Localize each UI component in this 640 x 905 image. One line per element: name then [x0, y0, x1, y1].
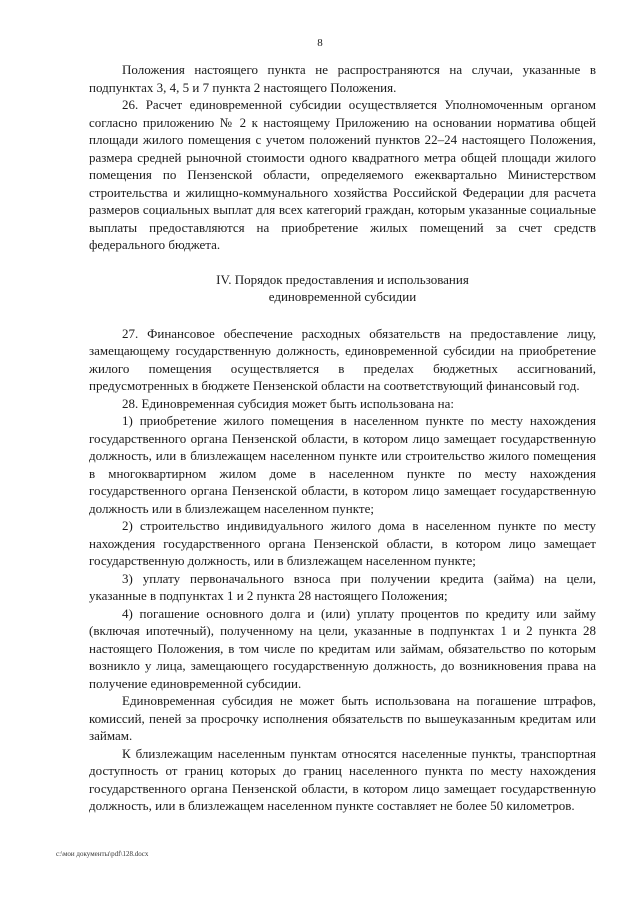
paragraph-nearby-settlements: К близлежащим населенным пунктам относятся населенные пункты, транспортная доступность от границ которых до границ населенного пункта по месту нахождения государственного органа Пензенской области, в котором лицо замещает государственную должность, или в близлежащем населенном пункте составляет не более 50 километров.: [89, 745, 596, 813]
document-body: [89, 61, 596, 815]
paragraph-exclusions: Положения настоящего пункта не распространяются на случаи, указанные в подпунктах 3, 4, 5 и 7 пункта 2 настоящего Положения.: [89, 62, 596, 95]
page-number: 8: [317, 37, 323, 49]
section-heading-line1: IV. Порядок предоставления и использования: [216, 271, 469, 287]
paragraph-subitem-4: 4) погашение основного долга и (или) уплату процентов по кредиту или займу (включая ипотечный), полученному на цели, указанные в подпунктах 1 и 2 пункта 28 настоящего Положения, в том числе по кредитам или займам, обязательство по которым возникло у лица, замещающего государственную должность, до возникновения права на получение единовременной субсидии.: [89, 605, 596, 691]
paragraph-item-27: 27. Финансовое обеспечение расходных обязательств на предоставление лицу, замещающему государственную должность, единовременной субсидии на приобретение жилого помещения осуществляется в пределах бюджетных ассигнований, предусмотренных в бюджете Пензенской области на соответствующий финансовый год.: [89, 325, 596, 393]
file-path-footer: c:\мои документы\pdf\128.docx: [56, 850, 149, 858]
section-heading: [89, 271, 596, 306]
paragraph-item-26: 26. Расчет единовременной субсидии осуществляется Уполномоченным органом согласно приложению № 2 к настоящему Приложению на основании норматива общей площади жилого помещения с учетом положений пунктов 22–24 настоящего Положения, размера средней рыночной стоимости одного квадратного метра общей площади жилого помещения по Пензенской области, определяемого ежеквартально Министерством строительства и жилищно-коммунального хозяйства Российской Федерации для расчета размеров социальных выплат для всех категорий граждан, которым указанные социальные выплаты предоставляются на приобретение жилых помещений за счет средств федерального бюджета.: [89, 97, 596, 252]
paragraph-item-28: 28. Единовременная субсидия может быть использована на:: [122, 395, 455, 411]
section-heading-line2: единовременной субсидии: [268, 289, 417, 304]
paragraph-restriction: Единовременная субсидия не может быть использована на погашение штрафов, комиссий, пеней за просрочку исполнения обязательств по вышеуказанным кредитам или займам.: [89, 693, 596, 743]
paragraph-subitem-3: 3) уплату первоначального взноса при получении кредита (займа) на цели, указанные в подпунктах 1 и 2 пункта 28 настоящего Положения;: [89, 570, 596, 603]
paragraph-subitem-2: 2) строительство индивидуального жилого дома в населенном пункте по месту нахождения государственного органа Пензенской области, в котором лицо замещает государственную должность, или в близлежащем населенном пункте;: [89, 518, 596, 568]
paragraph-subitem-1: 1) приобретение жилого помещения в населенном пункте по месту нахождения государственного органа Пензенской области, в котором лицо замещает государственную должность, или в близлежащем населенном пункте или строительство жилого помещения в многоквартирном жилом доме в населенном пункте по месту нахождения государственного органа Пензенской области, в котором лицо замещает государственную должность или в близлежащем населенном пункте;: [89, 413, 596, 516]
